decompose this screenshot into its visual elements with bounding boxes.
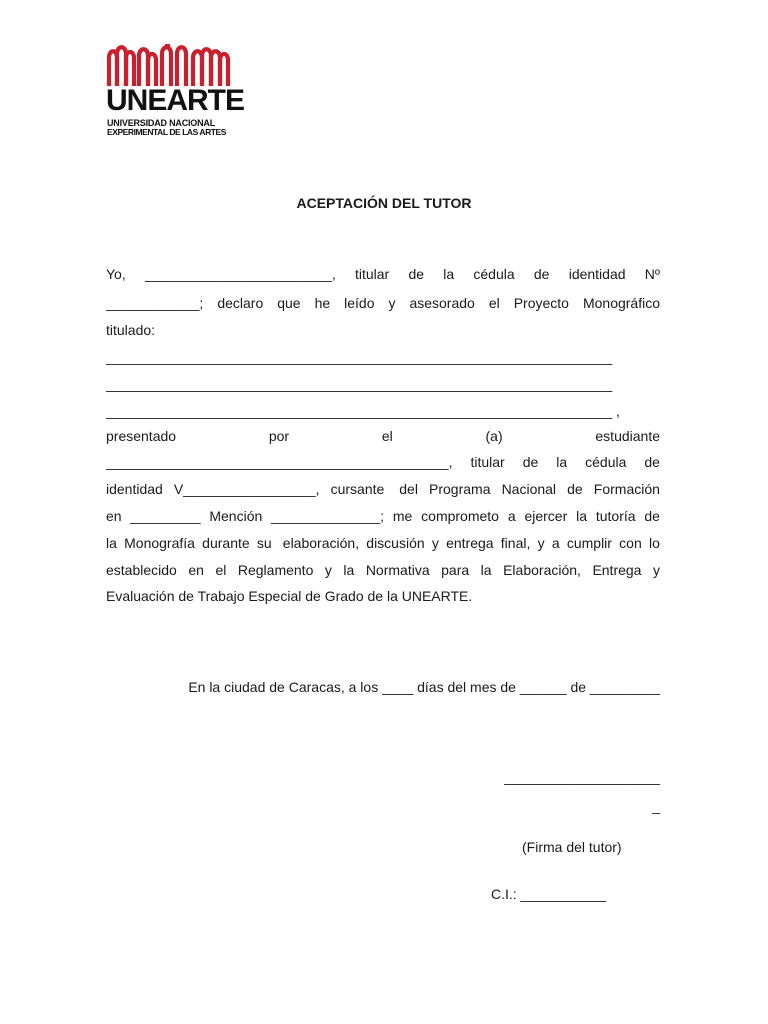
logo-arches: [109, 47, 228, 86]
tutor-ci-line: C.I.: ___________: [491, 886, 607, 902]
logo-arch-5: [148, 54, 156, 86]
word: cursante: [330, 481, 385, 497]
body-line-3: titulado:: [106, 322, 156, 338]
word: Mención: [209, 508, 263, 524]
word: para: [441, 562, 470, 578]
word: leído: [344, 295, 375, 311]
word: Monográfico: [582, 295, 660, 311]
word: Monografía: [124, 535, 195, 551]
word: (a): [485, 428, 503, 444]
word: con: [619, 535, 642, 551]
word: la: [343, 562, 355, 578]
word: presentado: [106, 428, 177, 444]
logo-subtitle-line-2: EXPERIMENTAL DE LAS ARTES: [107, 127, 226, 137]
body-line-2: [106, 294, 660, 312]
logo-arch-11: [220, 54, 228, 86]
word: en: [106, 508, 122, 524]
word: de: [533, 266, 550, 282]
word: y: [324, 562, 332, 578]
word: el: [215, 562, 227, 578]
word: Reglamento: [237, 562, 314, 578]
word: ______________;: [271, 508, 385, 524]
word: Nacional: [501, 481, 557, 497]
logo-wordmark: UNEARTE: [106, 84, 245, 117]
word: ejercer: [524, 508, 568, 524]
word: identidad: [106, 481, 163, 497]
word: comprometo: [421, 508, 499, 524]
signature-line-continuation: _: [652, 798, 660, 814]
word: y: [431, 535, 439, 551]
signature-line: ____________________: [504, 769, 660, 785]
word: de: [644, 454, 660, 470]
word: Normativa: [365, 562, 430, 578]
word: por: [268, 428, 290, 444]
word: ____________;: [106, 295, 204, 311]
logo-arch-7: [177, 47, 186, 86]
word: declaro: [217, 295, 264, 311]
unearte-logo-mark: [106, 44, 234, 86]
body-line-8: [106, 453, 660, 471]
word: Proyecto: [513, 295, 569, 311]
body-line-13: Evaluación de Trabajo Especial de Grado de la UNEARTE.: [106, 588, 473, 604]
word: la: [480, 562, 492, 578]
body-line-12: [106, 561, 660, 579]
body-line-11: [106, 534, 660, 552]
body-line-9: [106, 480, 660, 498]
word: de: [567, 481, 583, 497]
word: ________________________,: [144, 266, 336, 282]
word: del: [395, 481, 418, 497]
word: el: [381, 428, 393, 444]
word: durante: [202, 535, 250, 551]
word: la: [576, 508, 587, 524]
word: a: [507, 508, 516, 524]
word: de: [522, 454, 539, 470]
word: Formación: [593, 481, 660, 497]
word: la: [443, 266, 455, 282]
word: final,: [500, 535, 531, 551]
word: su: [256, 535, 272, 551]
title-blank-line-1: _________________________________________________________________: [106, 349, 613, 365]
body-line-1: [106, 265, 660, 283]
word: titular: [354, 266, 390, 282]
word: lo: [648, 535, 660, 551]
word: discusión: [366, 535, 425, 551]
logo-arch-6: [162, 47, 171, 86]
word: que: [277, 295, 301, 311]
body-line-7: [106, 427, 660, 445]
word: identidad: [568, 266, 626, 282]
word: me: [392, 508, 413, 524]
word: entrega: [446, 535, 494, 551]
word: titular: [470, 454, 505, 470]
logo-arch-3: [126, 52, 134, 86]
word: el: [488, 295, 500, 311]
word: estudiante: [595, 428, 660, 444]
word: tutoría: [595, 508, 636, 524]
signature-caption: (Firma del tutor): [522, 839, 622, 855]
word: cédula: [473, 266, 515, 282]
word: Entrega: [592, 562, 642, 578]
word: y: [653, 562, 660, 578]
title-blank-line-2: _________________________________________________________________: [106, 376, 613, 392]
word: Programa: [429, 481, 491, 497]
word: Elaboración,: [503, 562, 581, 578]
word: he: [314, 295, 331, 311]
word: Yo,: [106, 266, 126, 282]
word: V_________________,: [173, 481, 320, 497]
word: la: [556, 454, 568, 470]
word: en: [188, 562, 204, 578]
logo-subtitle-line-1: UNIVERSIDAD NACIONAL: [107, 118, 216, 128]
body-line-10: [106, 507, 660, 525]
word: Nº: [644, 266, 660, 282]
title-blank-line-3: _________________________________________________________________ ,: [106, 403, 620, 419]
document-title: ACEPTACIÓN DEL TUTOR: [296, 195, 472, 211]
date-line: En la ciudad de Caracas, a los ____ días del mes de ______ de _________: [188, 679, 660, 695]
word: ____________________________________________,: [106, 454, 453, 470]
word: _________: [130, 508, 201, 524]
word: la: [106, 535, 117, 551]
word: cumplir: [566, 535, 612, 551]
word: asesorado: [409, 295, 475, 311]
word: establecido: [106, 562, 177, 578]
word: de: [644, 508, 660, 524]
word: de: [408, 266, 425, 282]
unearte-logo: [106, 44, 245, 140]
word: elaboración,: [278, 535, 360, 551]
word: cédula: [585, 454, 627, 470]
logo-dot: [165, 44, 170, 49]
word: y: [537, 535, 545, 551]
word: a: [551, 535, 560, 551]
word: y: [388, 295, 396, 311]
